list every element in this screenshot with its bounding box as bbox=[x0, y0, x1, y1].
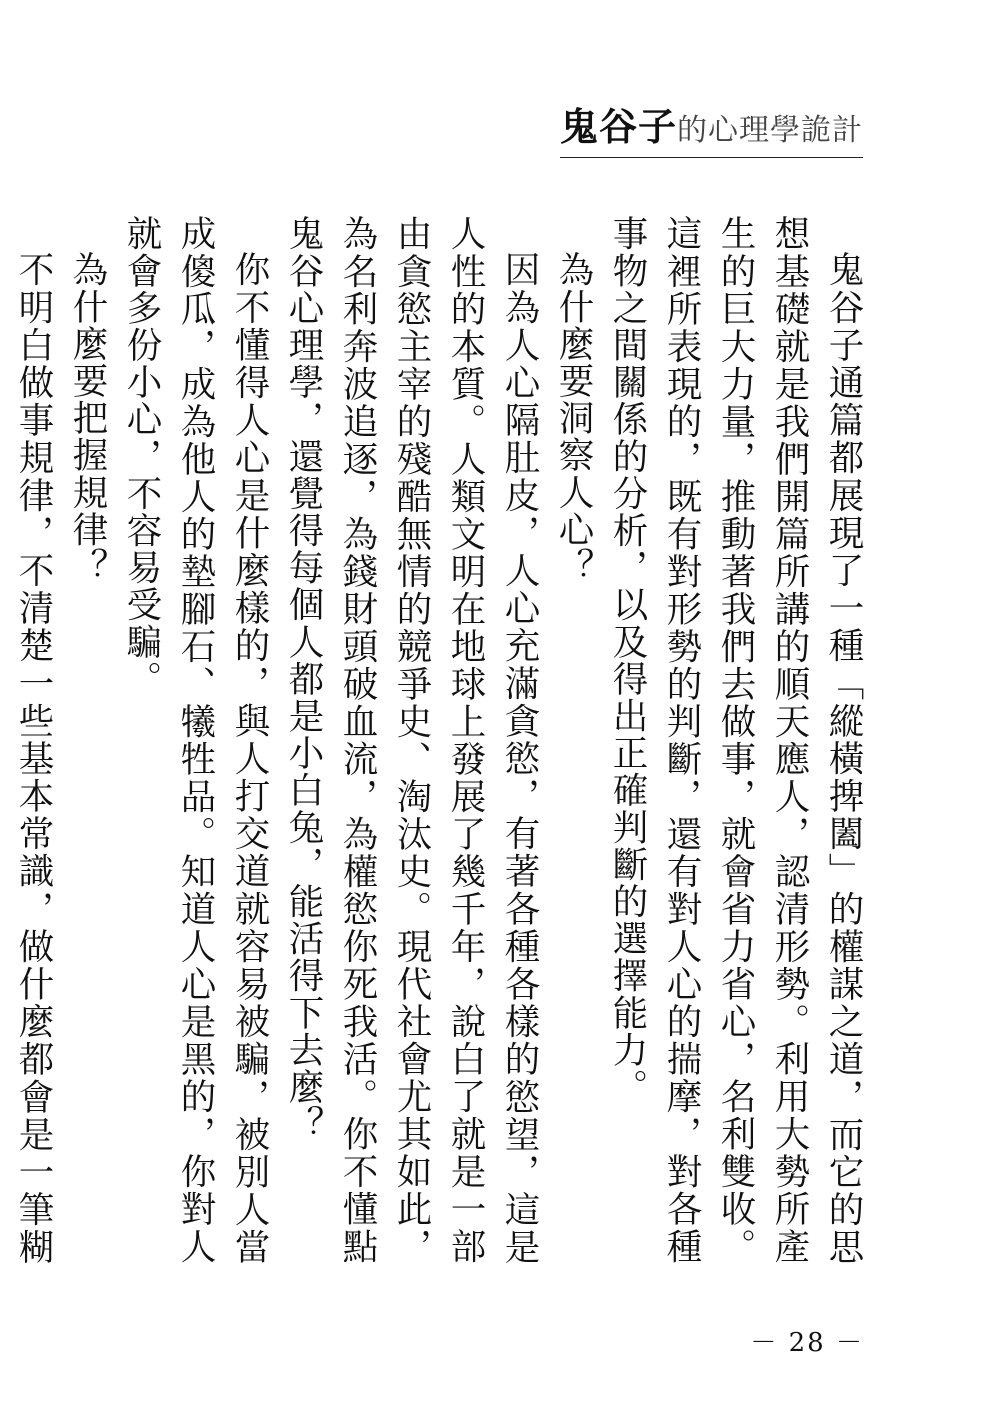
paragraph: 不明白做事規律，不清楚一些基本常識，做什麼都會是一筆糊 bbox=[13, 250, 54, 1265]
book-title-sub: 的心理學詭計 bbox=[677, 113, 863, 148]
paragraph: 你不懂得人心是什麼樣的，與人打交道就容易被騙，被別人當成傻瓜，成為他人的墊腳石、犧牲品。知道人心是黑的，你對人就會多份小心，不容易受騙。 bbox=[121, 215, 270, 1265]
paragraph-question: 為什麼要把握規律？ bbox=[67, 250, 108, 585]
running-header bbox=[560, 96, 863, 158]
paragraph: 鬼谷子通篇都展現了一種「縱橫捭闔」的權謀之道，而它的思想基礎就是我們開篇所講的順天應人，認清形勢。利用大勢所產生的巨大力量，推動著我們去做事，就會省力省心，名利雙收。這裡所表現的，既有對形勢的判斷，還有對人心的揣摩，對各種事物之間關係的分析，以及得出正確判斷的選擇能力。 bbox=[607, 215, 864, 1265]
book-title-main: 鬼谷子 bbox=[559, 104, 677, 149]
paragraph: 因為人心隔肚皮，人心充滿貪慾，有著各種各樣的慾望，這是人性的本質。人類文明在地球上發展了幾千年，說白了就是一部由貪慾主宰的殘酷無情的競爭史、淘汰史。現代社會尤其如此，為名利奔波追逐，為錢財頭破血流，為權慾你死我活。你不懂點鬼谷心理學，還覺得每個人都是小白兔，能活得下去麼？ bbox=[283, 215, 540, 1265]
page-number: － 28 － bbox=[750, 1328, 864, 1358]
paragraph-question: 為什麼要洞察人心？ bbox=[553, 250, 594, 585]
body-text bbox=[13, 215, 870, 1265]
